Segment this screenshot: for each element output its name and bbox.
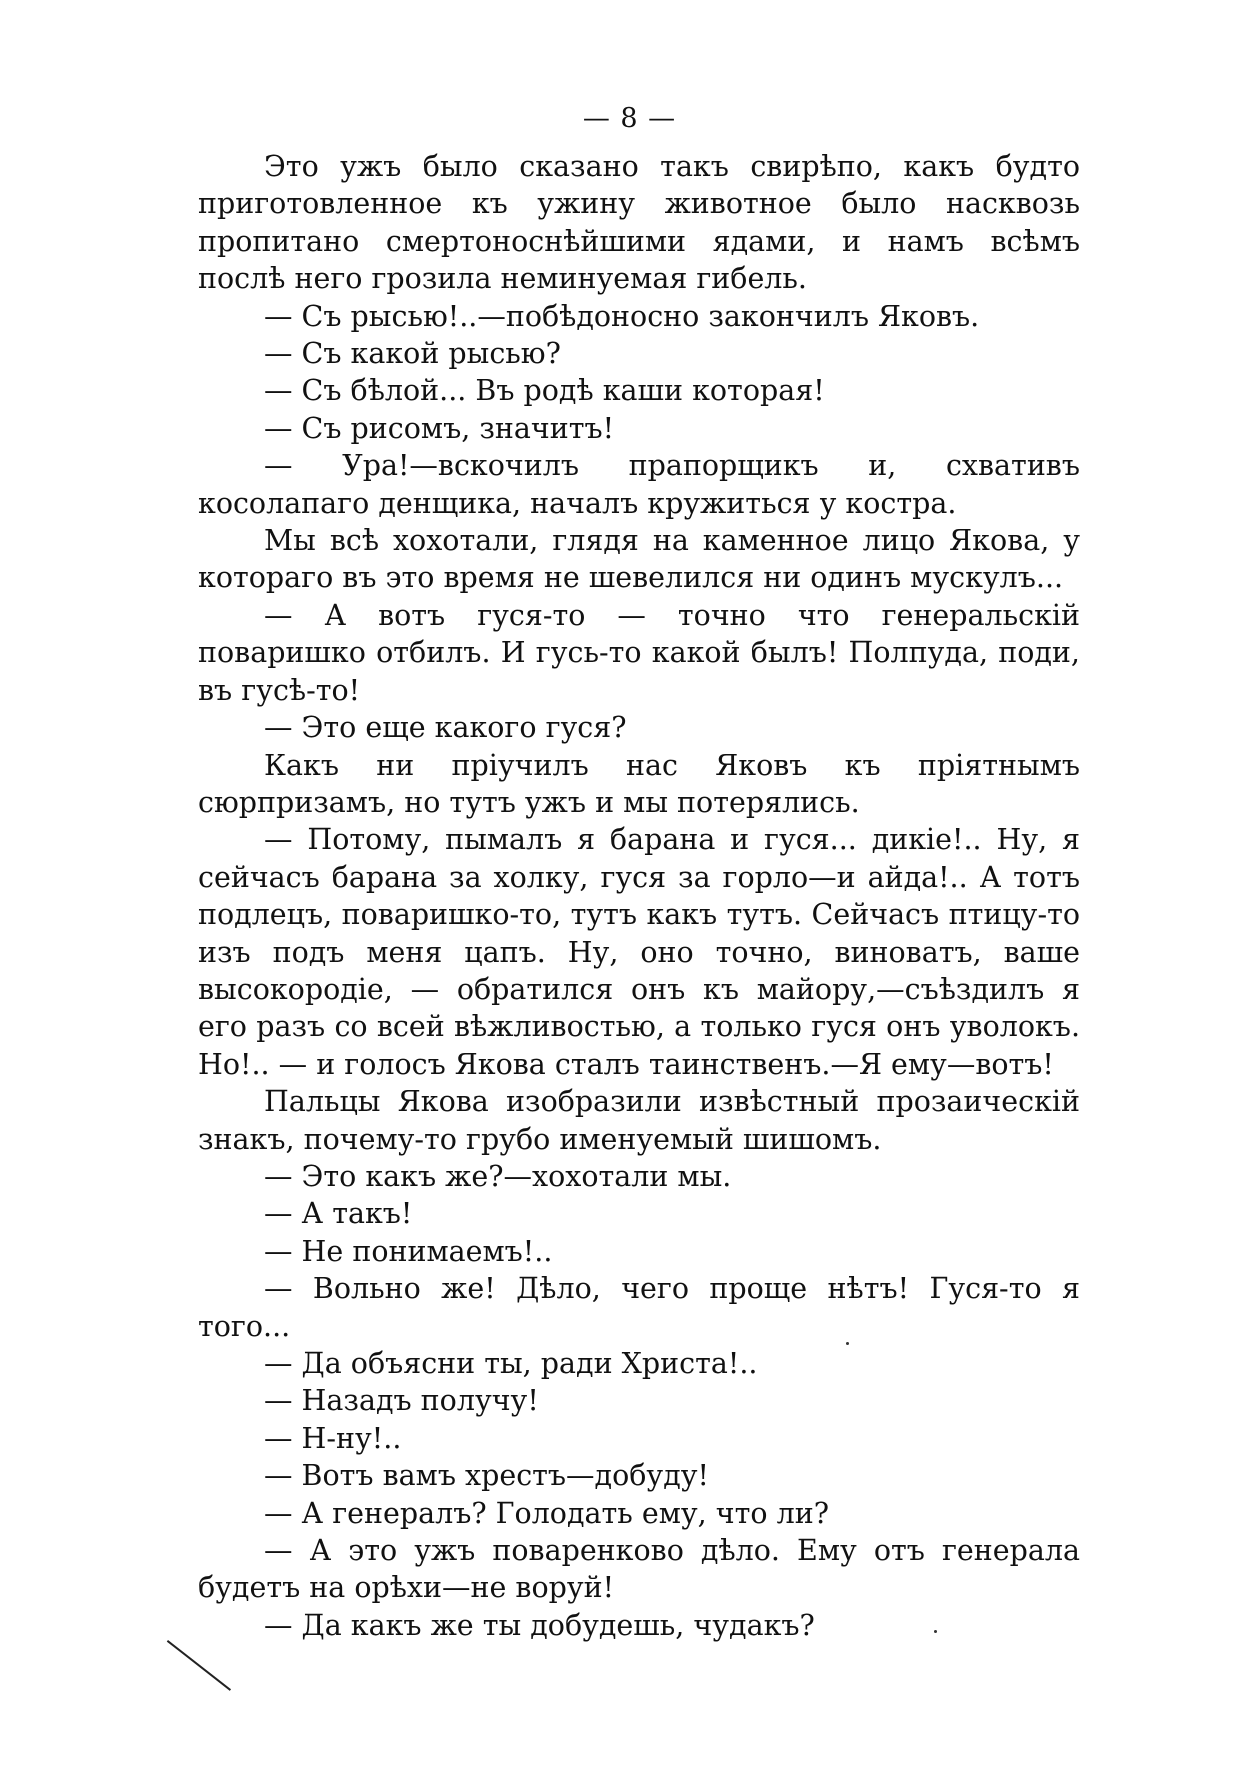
paragraph: Мы всѣ хохотали, глядя на каменное лицо Якова, у котораго въ это время не шевелился ни одинъ мускулъ... xyxy=(198,524,1080,595)
paragraph: — Съ какой рысью? xyxy=(264,337,561,371)
paragraph: — Да какъ же ты добудешь, чудакъ? xyxy=(264,1608,815,1642)
paragraph: — Съ бѣлой... Въ родѣ каши которая! xyxy=(264,374,825,408)
paragraph: — Вотъ вамъ хрестъ—добуду! xyxy=(264,1459,709,1493)
paragraph: — Да объясни ты, ради Христа!.. xyxy=(264,1347,758,1380)
paragraph: — Н-ну!.. xyxy=(264,1421,402,1455)
pencil-mark xyxy=(167,1640,231,1691)
paragraph: — А вотъ гуся-то — точно что генеральскій поваришко отбилъ. И гусь-то какой былъ! Полпуда, поди, въ гусѣ-то! xyxy=(198,598,1080,707)
paragraph: — Потому, пымалъ я барана и гуся... дикіе!.. Ну, я сейчасъ барана за холку, гуся за горло—и айда!.. А тотъ подлецъ, поваришко-то, тутъ какъ тутъ. Сейчасъ птицу-то изъ подъ меня цапъ. Ну, оно точно, виноватъ, ваше высокородіе, — обратился онъ къ майору,—съѣздилъ я его разъ со всей вѣжливостью, а только гуся онъ уволокъ. Но!.. — и голосъ Якова сталъ таинственъ.—Я ему—вотъ! xyxy=(198,823,1080,1081)
paragraph: — Съ рысью!..—побѣдоносно закончилъ Яковъ. xyxy=(264,299,980,333)
paragraph: — Это еще какого гуся? xyxy=(264,711,627,745)
paragraph: — Съ рисомъ, значитъ! xyxy=(264,411,615,445)
ink-speck xyxy=(846,1342,849,1345)
paragraph: — Не понимаемъ!.. xyxy=(264,1234,553,1268)
page-number: — 8 — xyxy=(582,103,677,134)
paragraph: Это ужъ было сказано такъ свирѣпо, какъ будто приготовленное къ ужину животное было насквозь пропитано смертоноснѣйшими ядами, и намъ всѣмъ послѣ него грозила неминуемая гибель. xyxy=(198,150,1080,296)
paragraph: — Вольно же! Дѣло, чего проще нѣтъ! Гуся-то я того... xyxy=(198,1272,1080,1343)
ink-speck xyxy=(934,1630,937,1633)
paragraph: — А такъ! xyxy=(264,1197,413,1231)
paragraph: Какъ ни пріучилъ нас Яковъ къ пріятнымъ сюрпризамъ, но тутъ ужъ и мы потерялись. xyxy=(198,748,1080,819)
paragraph: — А это ужъ поваренково дѣло. Ему отъ генерала будетъ на орѣхи—не воруй! xyxy=(198,1534,1080,1605)
paragraph: Пальцы Якова изобразили извѣстный прозаическій знакъ, почему-то грубо именуемый шишомъ. xyxy=(198,1085,1080,1156)
paragraph: — Ура!—вскочилъ прапорщикъ и, схвативъ косолапаго денщика, началъ кружиться у костра. xyxy=(198,449,1080,520)
paragraph: — Назадъ получу! xyxy=(264,1384,539,1418)
paragraph: — Это какъ же?—хохотали мы. xyxy=(264,1159,732,1193)
page-body xyxy=(198,148,1080,1644)
paragraph: — А генералъ? Голодать ему, что ли? xyxy=(264,1496,829,1530)
